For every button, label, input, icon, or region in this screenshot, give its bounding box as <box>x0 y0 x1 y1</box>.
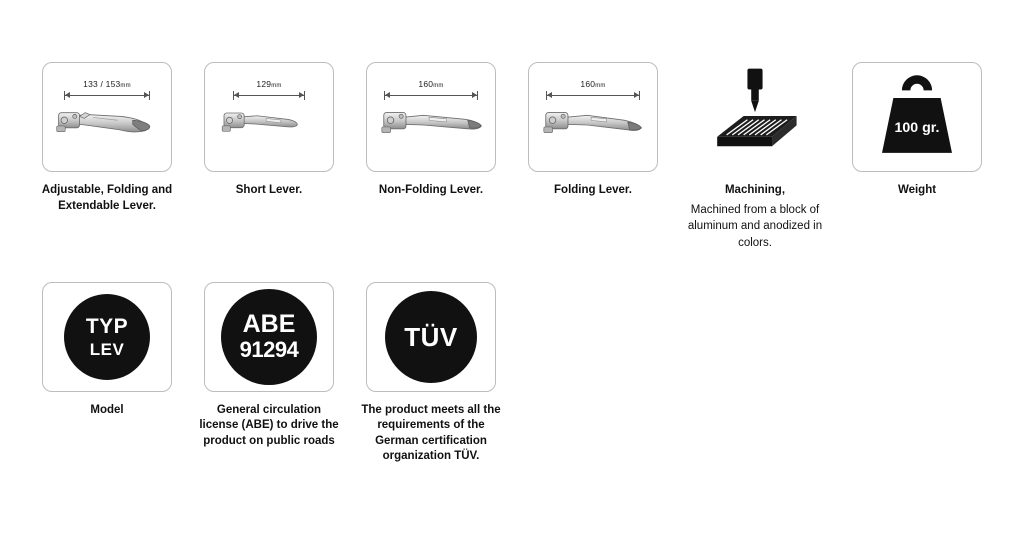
subcaption-machining: Machined from a block of aluminum and anodized in colors. <box>687 203 823 249</box>
badge-typ-text: TYP <box>85 314 129 338</box>
badge-lev-text: LEV <box>89 339 125 359</box>
weight-tile <box>852 62 982 172</box>
badge-abe-text: ABE <box>242 310 296 339</box>
dimension-annotation <box>43 79 171 99</box>
cnc-machining-icon <box>696 63 814 172</box>
dimension-value: 160 <box>580 79 596 89</box>
abe-badge-icon <box>221 289 317 385</box>
feature-row-1 <box>42 62 982 252</box>
badge-abe-number: 91294 <box>239 337 299 363</box>
model-tile <box>42 282 172 392</box>
dimension-unit: mm <box>595 83 606 89</box>
tuv-tile <box>366 282 496 392</box>
dimension-unit: mm <box>271 83 282 89</box>
caption-machining: Machining, <box>724 184 786 196</box>
weight-value: 100 gr. <box>894 119 940 136</box>
caption-short-lever: Short Lever. <box>235 184 303 196</box>
typ-lev-badge-icon <box>64 294 150 380</box>
feature-item-non-folding-lever <box>366 62 496 199</box>
caption-folding-lever: Folding Lever. <box>554 184 632 196</box>
caption-adjustable-lever: Adjustable, Folding and Extendable Lever. <box>41 184 173 212</box>
dimension-value: 160 <box>418 79 434 89</box>
feature-item-abe <box>199 282 339 450</box>
lever-folding-icon <box>537 97 649 155</box>
lever-short-icon <box>213 97 325 155</box>
dimension-annotation <box>205 79 333 99</box>
caption-tuv: The product meets all the requirements of the German certification organization TÜV. <box>361 403 501 463</box>
feature-grid <box>42 62 982 465</box>
machining-tile <box>690 62 820 172</box>
badge-tuv-text: TÜV <box>404 321 458 352</box>
caption-abe: General circulation license (ABE) to drive the product on public roads <box>199 403 339 447</box>
lever-non-folding-icon <box>375 97 487 155</box>
tuv-badge-icon <box>385 291 477 383</box>
feature-row-2 <box>42 282 982 465</box>
dimension-unit: mm <box>433 83 444 89</box>
caption-non-folding-lever: Non-Folding Lever. <box>378 184 484 196</box>
lever-short-tile <box>204 62 334 172</box>
feature-item-machining <box>687 62 823 252</box>
feature-item-short-lever <box>204 62 334 199</box>
dimension-annotation <box>529 79 657 99</box>
dimension-annotation <box>367 79 495 99</box>
caption-weight: Weight <box>897 184 937 196</box>
feature-item-adjustable-lever <box>42 62 172 214</box>
feature-item-model <box>42 282 172 419</box>
abe-tile <box>204 282 334 392</box>
lever-folding-tile <box>528 62 658 172</box>
lever-adjustable-icon <box>51 97 163 155</box>
dimension-value: 133 / 153 <box>83 79 121 89</box>
dimension-unit: mm <box>120 83 131 89</box>
feature-item-tuv <box>361 282 501 465</box>
feature-item-weight <box>852 62 982 199</box>
lever-non-folding-tile <box>366 62 496 172</box>
weight-icon <box>865 69 969 166</box>
dimension-value: 129 <box>256 79 272 89</box>
feature-item-folding-lever <box>528 62 658 199</box>
lever-adjustable-tile <box>42 62 172 172</box>
caption-model: Model <box>90 403 124 416</box>
